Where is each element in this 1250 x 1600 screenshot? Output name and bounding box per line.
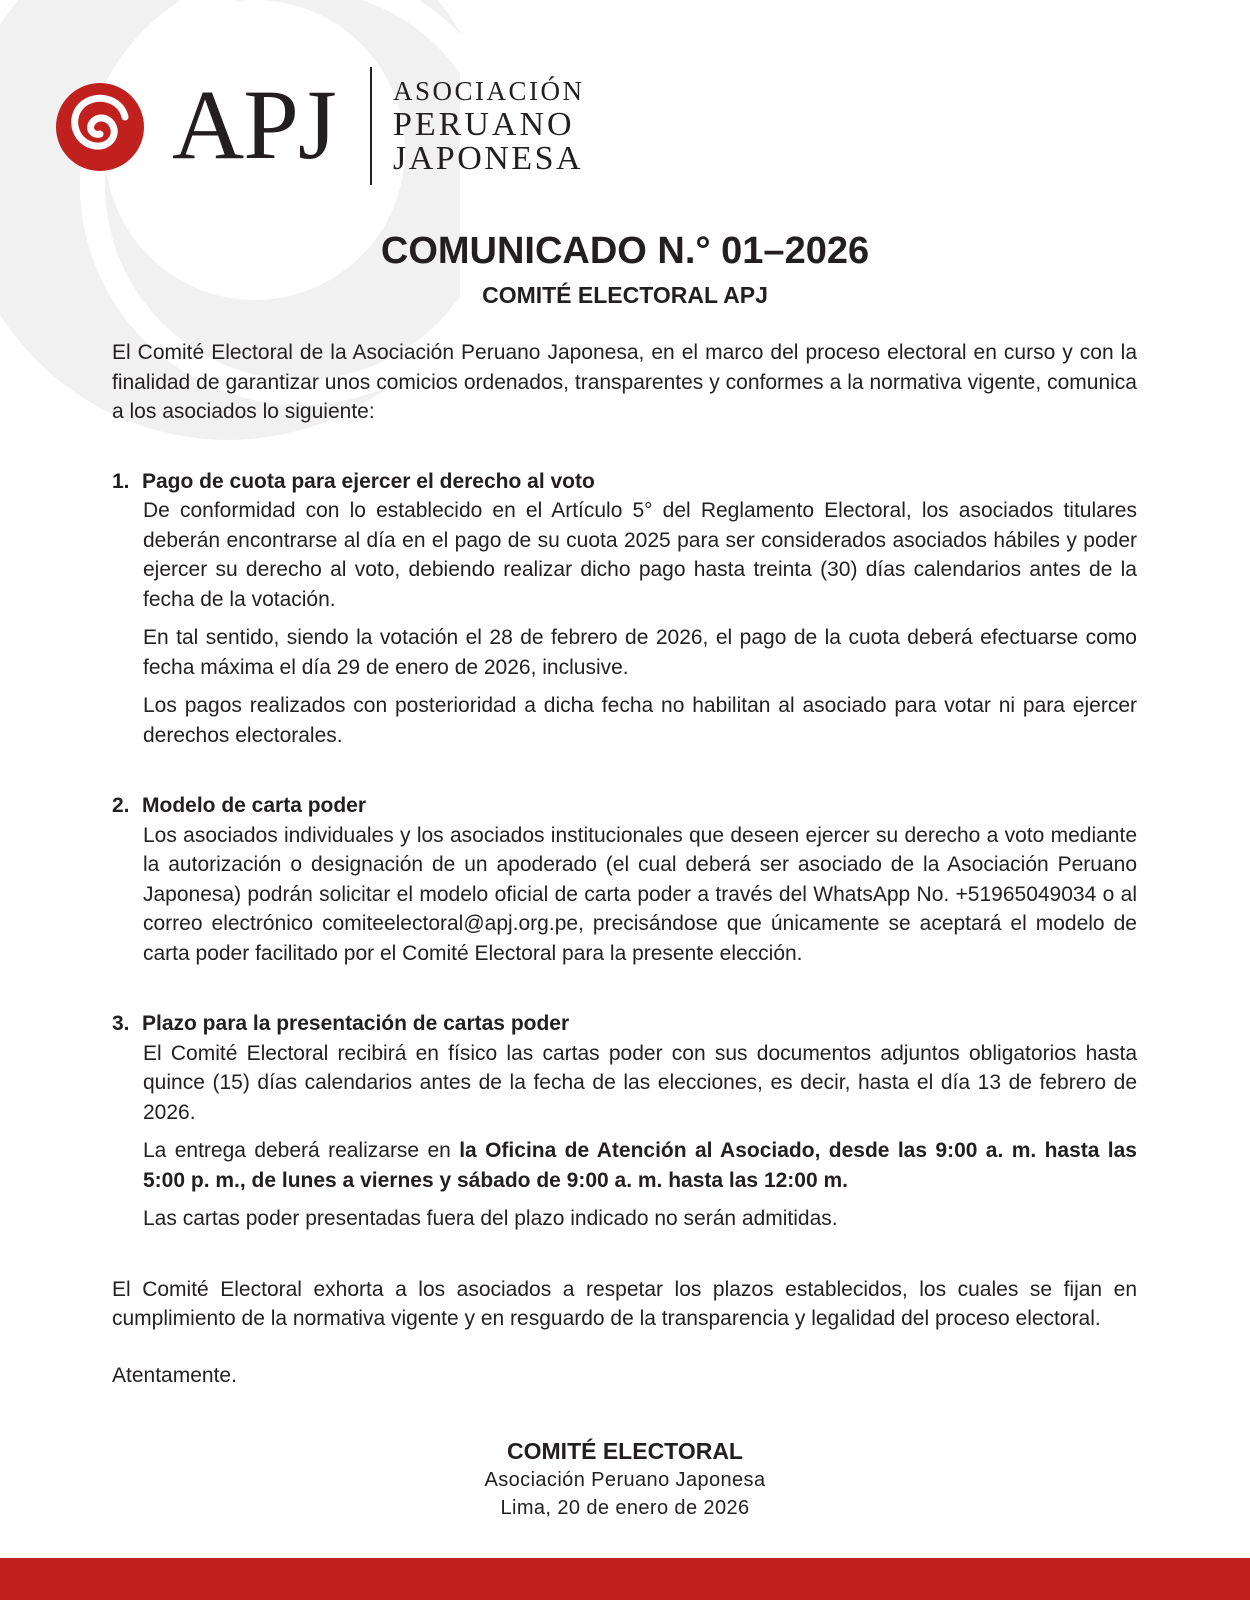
signature-block [0, 1436, 1250, 1522]
section-title: Plazo para la presentación de cartas poder [142, 1012, 570, 1035]
section-number: 1. [112, 469, 130, 493]
section-heading [112, 467, 1137, 497]
section-title: Modelo de carta poder [142, 794, 367, 817]
section-2 [112, 791, 1137, 968]
page-subtitle: COMITÉ ELECTORAL APJ [482, 282, 768, 308]
delivery-paragraph [143, 1136, 1137, 1195]
section-body [143, 496, 1137, 750]
section-number: 3. [112, 1012, 130, 1035]
signature-organization: COMITÉ ELECTORAL [507, 1438, 743, 1464]
section-paragraph: Los pagos realizados con posterioridad a dicha fecha no habilitan al asociado para votar ni para ejercer derechos electorales. [143, 694, 1137, 747]
section-title: Pago de cuota para ejercer el derecho al voto [142, 469, 595, 493]
page-title: COMUNICADO N.° 01–2026 [380, 230, 870, 272]
section-3 [112, 1009, 1137, 1234]
logo-letters: APJ [172, 69, 336, 180]
section-paragraph: Los asociados individuales y los asociados institucionales que deseen ejercer su derecho a voto mediante la autorización o designación de un apoderado (el cual deberá ser asociado de la Asociación Peruano Japonesa) podrán solicitar el modelo oficial de carta poder a través del WhatsApp No. +51965049034 o al correo electrónico comiteelectoral@apj.org.pe, precisándose que únicamente se aceptará el modelo de carta poder facilitado por el Comité Electoral para la presente elección. [143, 823, 1137, 965]
logo-divider [370, 67, 372, 185]
section-1 [112, 467, 1137, 751]
logo-organization-name [393, 74, 585, 176]
closing-paragraph: El Comité Electoral exhorta a los asociados a respetar los plazos establecidos, los cuales se fijan en cumplimiento de la normativa vigente y en resguardo de la transparencia y legalidad del proceso electoral. [112, 1277, 1137, 1330]
section-paragraph: Las cartas poder presentadas fuera del plazo indicado no serán admitidas. [143, 1207, 838, 1230]
delivery-details: la Oficina de Atención al Asociado, desde las 9:00 a. m. hasta las 5:00 p. m., de lunes a viernes y sábado de 9:00 a. m. hasta las 12:00 m. [143, 1139, 1137, 1192]
footer-bar [0, 1558, 1250, 1600]
signature-date: Lima, 20 de enero de 2026 [500, 1497, 750, 1519]
salutation: Atentamente. [112, 1363, 237, 1387]
section-number: 2. [112, 794, 130, 817]
section-paragraph: De conformidad con lo establecido en el Artículo 5° del Reglamento Electoral, los asociados titulares deberán encontrarse al día en el pago de su cuota 2025 para ser considerados asociados hábiles y poder ejercer su derecho al voto, debiendo realizar dicho pago hasta treinta (30) días calendarios antes de la fecha de la votación. [143, 499, 1137, 611]
section-body [143, 1039, 1137, 1234]
logo-name-line: ASOCIACIÓN [393, 76, 585, 106]
section-paragraph: En tal sentido, siendo la votación el 28 de febrero de 2026, el pago de la cuota deberá efectuarse como fecha máxima el día 29 de enero de 2026, inclusive. [143, 626, 1137, 679]
intro-paragraph: El Comité Electoral de la Asociación Peruano Japonesa, en el marco del proceso electoral en curso y con la finalidad de garantizar unos comicios ordenados, transparentes y conformes a la normativa vigente, comunica a los asociados lo siguiente: [112, 341, 1137, 423]
section-heading [112, 791, 1137, 821]
section-paragraph: El Comité Electoral recibirá en físico las cartas poder con sus documentos adjuntos obligatorios hasta quince (15) días calendarios antes de la fecha de las elecciones, es decir, hasta el día 13 de febrero de 2026. [143, 1041, 1137, 1124]
logo-name-line: PERUANO [393, 106, 575, 143]
signature-association: Asociación Peruano Japonesa [484, 1469, 766, 1491]
section-heading [112, 1009, 1137, 1039]
section-body [143, 821, 1137, 969]
logo-name-line: JAPONESA [393, 140, 584, 177]
document-body [112, 338, 1137, 1390]
delivery-prefix: La entrega deberá realizarse en [143, 1139, 460, 1162]
apj-logo-icon [55, 82, 145, 172]
